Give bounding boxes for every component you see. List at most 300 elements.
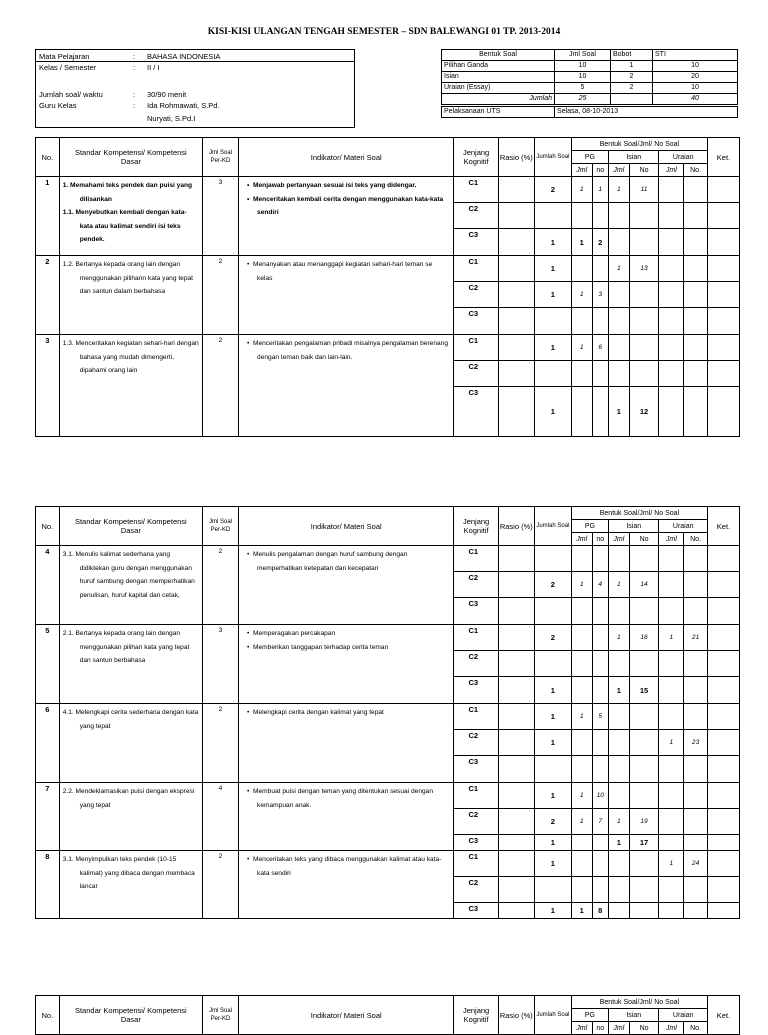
info-divider — [36, 61, 354, 62]
info-label: Guru Kelas — [39, 101, 77, 110]
jenjang-kognitif: C2 — [454, 809, 498, 835]
uraian-jml — [659, 387, 684, 437]
ket-cell — [707, 730, 739, 756]
row-number: 8 — [36, 851, 60, 919]
pg-jml — [571, 851, 592, 877]
info-value: Ida Rohmawati, S.Pd. — [147, 101, 220, 110]
jumlah-soal — [534, 651, 571, 677]
pg-jml: 1 — [571, 809, 592, 835]
pg-no: 1 — [592, 177, 608, 203]
isian-jml — [609, 335, 630, 361]
jenjang-kognitif: C1 — [454, 704, 498, 730]
uraian-jml — [659, 572, 684, 598]
pg-jml — [571, 651, 592, 677]
pg-no: 3 — [592, 282, 608, 308]
header-sub-4: Jml — [659, 1022, 684, 1035]
row-number: 1 — [36, 177, 60, 256]
pg-no: 10 — [592, 783, 608, 809]
jenjang-kognitif: C1 — [454, 177, 498, 203]
jumlah-soal: 2 — [534, 572, 571, 598]
uraian-no — [684, 282, 708, 308]
pg-jml — [571, 203, 592, 229]
uraian-jml — [659, 756, 684, 783]
uraian-no — [684, 877, 708, 903]
kd-text: 1.2. Bertanya kepada orang lain dengan menggunakan pilihann kata yang tepat dan santun dalam berbahasa — [62, 261, 193, 295]
isian-no — [629, 203, 659, 229]
pg-no: 5 — [592, 704, 608, 730]
ket-cell — [707, 387, 739, 437]
table-row — [36, 704, 740, 730]
isian-no — [629, 651, 659, 677]
rasio-cell — [498, 877, 534, 903]
kompetensi-dasar — [59, 256, 202, 335]
kompetensi-dasar — [59, 335, 202, 437]
bobot-row — [442, 61, 738, 72]
indikator — [239, 256, 454, 335]
uraian-no — [684, 783, 708, 809]
jml-soal-per-kd: 3 — [202, 177, 238, 256]
info-label: Jumlah soal/ waktu — [39, 90, 103, 99]
indikator-item: • Melengkapi cerita dengan kalimat yang tepat — [247, 709, 384, 716]
header-jumlah-soal: Jumlah Soal — [534, 996, 571, 1035]
pg-jml — [571, 546, 592, 572]
uraian-jml: 1 — [659, 851, 684, 877]
kompetensi-dasar — [59, 546, 202, 625]
bobot-cell: 20 — [653, 72, 738, 83]
ket-cell — [707, 783, 739, 809]
ket-cell — [707, 877, 739, 903]
uraian-no — [684, 756, 708, 783]
indikator — [239, 177, 454, 256]
kd-text: 2.2. Mendeklamasikan puisi dengan ekspresi yang tepat — [62, 788, 195, 809]
isian-jml: 1 — [609, 387, 630, 437]
header-sub-2: Jml — [609, 164, 630, 177]
rasio-cell — [498, 625, 534, 651]
header-no: No. — [36, 996, 60, 1035]
header-sub-1: no — [592, 1022, 608, 1035]
bobot-cell: 40 — [653, 94, 738, 105]
header-rasio: Rasio (%) — [498, 996, 534, 1035]
info-colon: : — [133, 63, 136, 72]
jenjang-kognitif: C3 — [454, 598, 498, 625]
jenjang-kognitif: C1 — [454, 625, 498, 651]
info-value: Nuryati, S.Pd.I — [147, 114, 196, 123]
isian-no — [629, 335, 659, 361]
kisi-kisi-table-2 — [35, 506, 740, 919]
header-jumlah-soal: Jumlah Soal — [534, 507, 571, 546]
jenjang-kognitif: C3 — [454, 229, 498, 256]
jenjang-kognitif: C2 — [454, 572, 498, 598]
rasio-cell — [498, 651, 534, 677]
header-bentuk-soal: Bentuk Soal/Jml/ No Soal — [571, 507, 707, 520]
table-row — [36, 783, 740, 809]
pg-no: 4 — [592, 572, 608, 598]
jenjang-kognitif: C2 — [454, 203, 498, 229]
jml-soal-per-kd: 2 — [202, 851, 238, 919]
uraian-jml: 1 — [659, 730, 684, 756]
header-ket: Ket. — [707, 138, 739, 177]
jml-soal-per-kd: 2 — [202, 256, 238, 335]
info-value: II / I — [147, 63, 160, 72]
isian-no: 19 — [629, 809, 659, 835]
indikator — [239, 704, 454, 783]
ket-cell — [707, 308, 739, 335]
header-sub-2: Jml — [609, 533, 630, 546]
jumlah-soal: 1 — [534, 256, 571, 282]
ket-cell — [707, 572, 739, 598]
ket-cell — [707, 809, 739, 835]
header-standar-kompetensi: Standar Kompetensi/ Kompetensi Dasar — [59, 996, 202, 1035]
kompetensi-dasar — [59, 783, 202, 851]
pg-jml — [571, 361, 592, 387]
kd-text: 3.1. Menyimpulkan teks pendek (10-15 kalimat) yang dibaca dengan membaca lancar — [62, 856, 195, 890]
pg-no — [592, 677, 608, 704]
ket-cell — [707, 177, 739, 203]
header-sub-0: Jml — [571, 533, 592, 546]
header-jenjang-kognitif: Jenjang Kognitif — [454, 138, 498, 177]
uraian-no — [684, 203, 708, 229]
header-sub-3: No — [629, 1022, 659, 1035]
isian-no — [629, 756, 659, 783]
uraian-no — [684, 546, 708, 572]
jumlah-soal: 1 — [534, 835, 571, 851]
isian-jml: 1 — [609, 572, 630, 598]
info-label: Mata Pelajaran — [39, 52, 90, 61]
header-ket: Ket. — [707, 996, 739, 1035]
jumlah-soal: 2 — [534, 177, 571, 203]
pg-jml — [571, 625, 592, 651]
kisi-kisi-table-3 — [35, 995, 740, 1035]
isian-no — [629, 704, 659, 730]
rasio-cell — [498, 229, 534, 256]
isian-no — [629, 229, 659, 256]
header-no: No. — [36, 138, 60, 177]
uraian-no — [684, 387, 708, 437]
isian-no — [629, 877, 659, 903]
jenjang-kognitif: C1 — [454, 546, 498, 572]
bobot-cell: 1 — [611, 61, 653, 72]
pg-no — [592, 546, 608, 572]
isian-jml — [609, 229, 630, 256]
info-colon: : — [133, 90, 136, 99]
header-rasio: Rasio (%) — [498, 138, 534, 177]
uraian-jml — [659, 877, 684, 903]
bobot-cell — [611, 94, 653, 105]
header-pg: PG — [571, 520, 608, 533]
uraian-no — [684, 177, 708, 203]
bobot-header-cell: STI — [653, 50, 738, 61]
isian-no: 16 — [629, 625, 659, 651]
uraian-no — [684, 229, 708, 256]
isian-jml — [609, 704, 630, 730]
uraian-no — [684, 704, 708, 730]
info-value: 30/90 menit — [147, 90, 187, 99]
jml-soal-per-kd: 2 — [202, 546, 238, 625]
jenjang-kognitif: C2 — [454, 651, 498, 677]
bobot-cell: 10 — [653, 61, 738, 72]
header-sub-2: Jml — [609, 1022, 630, 1035]
jumlah-soal — [534, 308, 571, 335]
isian-jml — [609, 203, 630, 229]
bobot-cell: 5 — [555, 83, 611, 94]
header-bentuk-soal: Bentuk Soal/Jml/ No Soal — [571, 996, 707, 1009]
pg-no — [592, 835, 608, 851]
uraian-no — [684, 361, 708, 387]
isian-jml — [609, 783, 630, 809]
indikator-item: • Menjawab pertanyaan sesuai isi teks yang didengar. — [247, 182, 417, 189]
bobot-cell: 2 — [611, 83, 653, 94]
pg-no: 8 — [592, 903, 608, 919]
ket-cell — [707, 203, 739, 229]
jumlah-soal: 2 — [534, 809, 571, 835]
jenjang-kognitif: C3 — [454, 387, 498, 437]
jumlah-soal: 1 — [534, 282, 571, 308]
header-isian: Isian — [609, 1009, 659, 1022]
uraian-jml — [659, 677, 684, 704]
bobot-header-cell: Bentuk Soal — [442, 50, 555, 61]
header-pg: PG — [571, 151, 608, 164]
uraian-no — [684, 335, 708, 361]
pg-no: 6 — [592, 335, 608, 361]
jumlah-soal — [534, 361, 571, 387]
jumlah-soal: 1 — [534, 229, 571, 256]
header-sub-1: no — [592, 164, 608, 177]
uraian-no — [684, 651, 708, 677]
header-sub-3: No — [629, 164, 659, 177]
bobot-cell: Isian — [442, 72, 555, 83]
jumlah-soal — [534, 756, 571, 783]
pg-jml — [571, 598, 592, 625]
uraian-no: 24 — [684, 851, 708, 877]
info-label: Kelas / Semester — [39, 63, 97, 72]
header-sub-4: Jml — [659, 164, 684, 177]
pg-no: 7 — [592, 809, 608, 835]
isian-no: 17 — [629, 835, 659, 851]
table-row — [36, 335, 740, 361]
pg-jml — [571, 877, 592, 903]
header-sub-3: No — [629, 533, 659, 546]
header-sub-5: No. — [684, 164, 708, 177]
ket-cell — [707, 256, 739, 282]
rasio-cell — [498, 756, 534, 783]
header-indikator: Indikator/ Materi Soal — [239, 138, 454, 177]
row-number: 5 — [36, 625, 60, 704]
jumlah-soal: 1 — [534, 783, 571, 809]
info-colon: : — [133, 52, 136, 61]
isian-jml — [609, 361, 630, 387]
pg-no: 2 — [592, 229, 608, 256]
indikator — [239, 546, 454, 625]
isian-no — [629, 361, 659, 387]
pg-no — [592, 256, 608, 282]
header-uraian: Uraian — [659, 151, 707, 164]
jumlah-soal: 1 — [534, 903, 571, 919]
jumlah-soal — [534, 598, 571, 625]
row-number: 2 — [36, 256, 60, 335]
jenjang-kognitif: C3 — [454, 835, 498, 851]
jenjang-kognitif: C1 — [454, 783, 498, 809]
rasio-cell — [498, 335, 534, 361]
header-isian: Isian — [609, 520, 659, 533]
ket-cell — [707, 651, 739, 677]
jenjang-kognitif: C2 — [454, 877, 498, 903]
pelaksanaan-label: Pelaksanaan UTS — [442, 107, 555, 118]
table-row — [36, 256, 740, 282]
isian-no — [629, 783, 659, 809]
header-sub-4: Jml — [659, 533, 684, 546]
ket-cell — [707, 335, 739, 361]
header-sub-0: Jml — [571, 1022, 592, 1035]
pg-no — [592, 730, 608, 756]
table-row — [36, 177, 740, 203]
indikator-item: • Memperagakan percakapan — [247, 630, 336, 637]
jenjang-kognitif: C1 — [454, 851, 498, 877]
pg-jml: 1 — [571, 783, 592, 809]
header-sub-5: No. — [684, 533, 708, 546]
info-colon: : — [133, 101, 136, 110]
jumlah-soal: 1 — [534, 730, 571, 756]
jumlah-soal: 2 — [534, 625, 571, 651]
rasio-cell — [498, 677, 534, 704]
jenjang-kognitif: C3 — [454, 756, 498, 783]
pg-jml — [571, 308, 592, 335]
row-number: 6 — [36, 704, 60, 783]
indikator-item: • Menulis pengalaman dengan huruf sambung dengan memperhatikan ketepatan dan kecepatan — [247, 551, 408, 572]
header-jml-soal-per-kd: Jml Soal Per-KD — [202, 507, 238, 546]
uraian-jml — [659, 651, 684, 677]
isian-no — [629, 851, 659, 877]
uraian-no — [684, 598, 708, 625]
jumlah-soal: 1 — [534, 677, 571, 704]
pg-jml — [571, 387, 592, 437]
uraian-jml: 1 — [659, 625, 684, 651]
pg-no — [592, 651, 608, 677]
grid-header-row — [36, 996, 740, 1009]
uraian-jml — [659, 903, 684, 919]
header-standar-kompetensi: Standar Kompetensi/ Kompetensi Dasar — [59, 138, 202, 177]
isian-no — [629, 730, 659, 756]
pg-no — [592, 203, 608, 229]
uraian-no — [684, 677, 708, 704]
isian-no — [629, 598, 659, 625]
isian-jml — [609, 651, 630, 677]
isian-no: 14 — [629, 572, 659, 598]
jumlah-soal — [534, 203, 571, 229]
jenjang-kognitif: C1 — [454, 335, 498, 361]
uraian-jml — [659, 203, 684, 229]
isian-jml — [609, 282, 630, 308]
rasio-cell — [498, 256, 534, 282]
bobot-cell: 2 — [611, 72, 653, 83]
kisi-kisi-table-1 — [35, 137, 740, 437]
kd-text: 1.3. Menceritakan kegiatan sehari-hari dengan bahasa yang mudah dimengerti, dipahami orang lain — [62, 340, 199, 374]
rasio-cell — [498, 546, 534, 572]
ket-cell — [707, 546, 739, 572]
table-row — [36, 851, 740, 877]
ket-cell — [707, 677, 739, 704]
isian-jml — [609, 546, 630, 572]
rasio-cell — [498, 851, 534, 877]
header-indikator: Indikator/ Materi Soal — [239, 996, 454, 1035]
grid-header-row — [36, 507, 740, 520]
isian-no: 12 — [629, 387, 659, 437]
jumlah-soal — [534, 877, 571, 903]
document-title: KISI-KISI ULANGAN TENGAH SEMESTER – SDN BALEWANGI 01 TP. 2013-2014 — [207, 27, 561, 37]
uraian-jml — [659, 809, 684, 835]
uraian-no — [684, 835, 708, 851]
header-sub-0: Jml — [571, 164, 592, 177]
isian-jml — [609, 851, 630, 877]
info-value: BAHASA INDONESIA — [147, 52, 221, 61]
jenjang-kognitif: C2 — [454, 730, 498, 756]
isian-jml — [609, 756, 630, 783]
row-number: 4 — [36, 546, 60, 625]
rasio-cell — [498, 598, 534, 625]
row-number: 3 — [36, 335, 60, 437]
header-pg: PG — [571, 1009, 608, 1022]
pg-no — [592, 756, 608, 783]
indikator-item: • Menceritakan pengalaman pribadi misalnya pengalaman berenang dengan teman baik dan lain-lain. — [247, 340, 449, 361]
uraian-no: 21 — [684, 625, 708, 651]
indikator — [239, 335, 454, 437]
pg-jml: 1 — [571, 704, 592, 730]
bobot-cell: 10 — [555, 61, 611, 72]
jumlah-soal: 1 — [534, 851, 571, 877]
grid-header-row — [36, 138, 740, 151]
ket-cell — [707, 851, 739, 877]
isian-no: 13 — [629, 256, 659, 282]
header-bentuk-soal: Bentuk Soal/Jml/ No Soal — [571, 138, 707, 151]
jumlah-soal: 1 — [534, 335, 571, 361]
pg-no — [592, 877, 608, 903]
indikator — [239, 783, 454, 851]
header-rasio: Rasio (%) — [498, 507, 534, 546]
ket-cell — [707, 598, 739, 625]
rasio-cell — [498, 903, 534, 919]
indikator-item: • Menceritakan teks yang dibaca menggunakan kalimat atau kata-kata sendiri — [247, 856, 442, 877]
ket-cell — [707, 625, 739, 651]
uraian-jml — [659, 835, 684, 851]
header-sub-1: no — [592, 533, 608, 546]
uraian-jml — [659, 335, 684, 361]
rasio-cell — [498, 361, 534, 387]
indikator-item: • Memberikan tanggapan terhadap cerita teman — [247, 643, 389, 651]
kompetensi-dasar — [59, 177, 202, 256]
info-row — [39, 89, 349, 100]
header-indikator: Indikator/ Materi Soal — [239, 507, 454, 546]
rasio-cell — [498, 177, 534, 203]
info-row — [39, 113, 349, 124]
uraian-no — [684, 572, 708, 598]
bobot-row — [442, 94, 738, 105]
header-ket: Ket. — [707, 507, 739, 546]
indikator — [239, 851, 454, 919]
rasio-cell — [498, 387, 534, 437]
pelaksanaan-value: Selasa, 08-10-2013 — [555, 107, 738, 118]
pg-jml: 1 — [571, 229, 592, 256]
indikator-item: • Menceritakan kembali cerita dengan menggunakan kata-kata sendiri — [247, 195, 444, 216]
uraian-no — [684, 308, 708, 335]
jenjang-kognitif: C3 — [454, 677, 498, 704]
kompetensi-dasar — [59, 625, 202, 704]
info-row — [39, 100, 349, 111]
kd-text: 1.1. Menyebutkan kembali dengan kata-kata atau kalimat sendiri isi teks pendek. — [62, 209, 187, 243]
pg-no — [592, 361, 608, 387]
header-no: No. — [36, 507, 60, 546]
rasio-cell — [498, 730, 534, 756]
ket-cell — [707, 756, 739, 783]
jenjang-kognitif: C3 — [454, 903, 498, 919]
